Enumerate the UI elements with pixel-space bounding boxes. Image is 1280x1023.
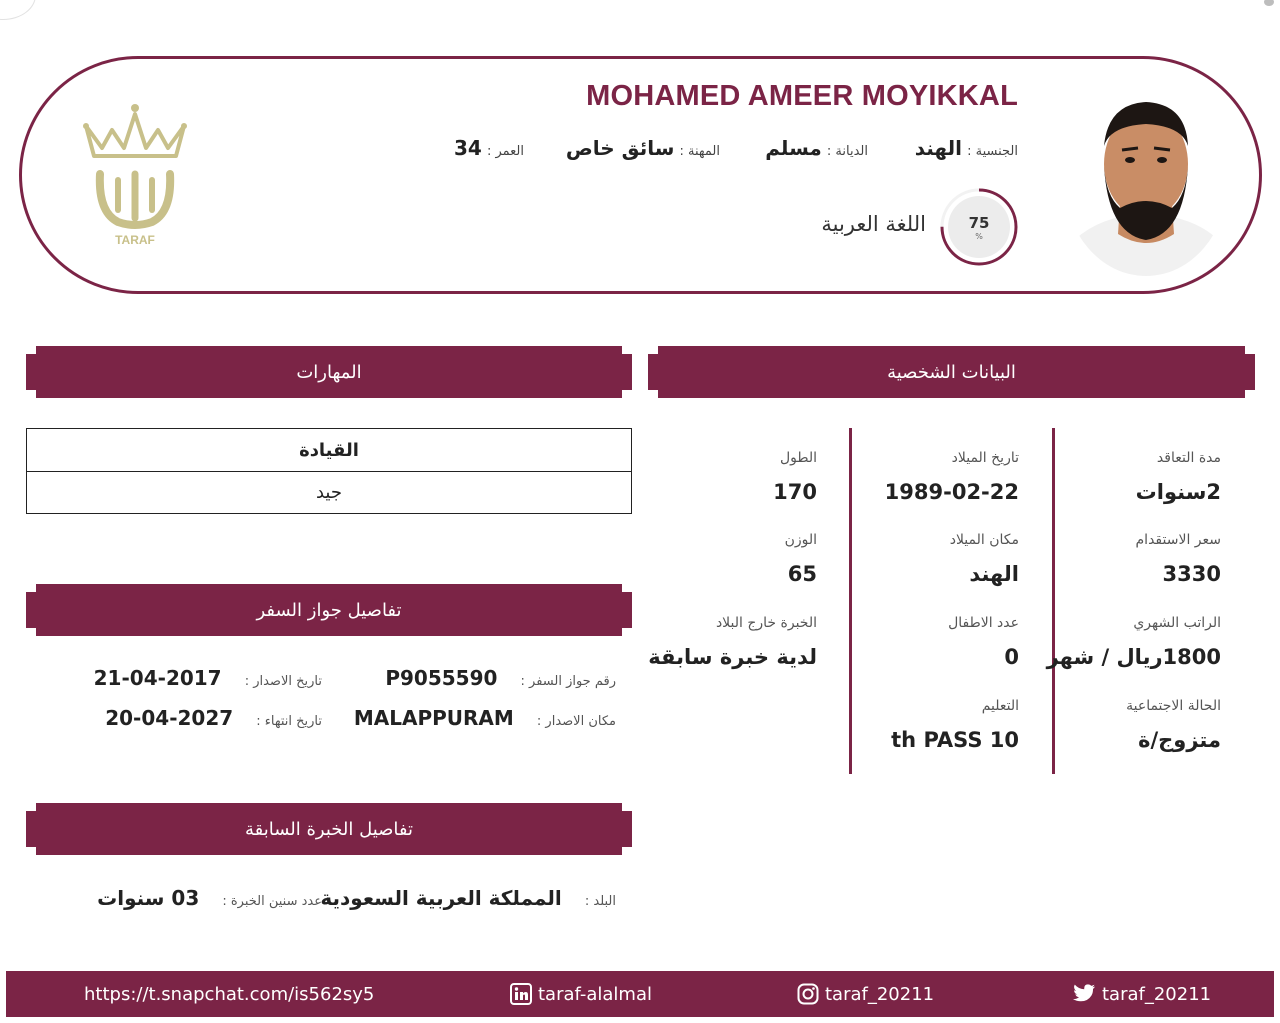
education-value: th PASS 10 <box>891 728 1019 752</box>
experience-abroad-value: لدية خبرة سابقة <box>648 645 817 669</box>
passport-expiry <box>105 706 322 730</box>
children-count <box>849 615 1019 669</box>
twitter-icon <box>1072 983 1096 1005</box>
experience-title: تفاصيل الخبرة السابقة <box>36 803 622 855</box>
skills-title: المهارات <box>36 346 622 398</box>
basic-info-row <box>438 136 1018 166</box>
twitter-link[interactable] <box>1072 971 1211 1017</box>
instagram-icon <box>797 983 819 1005</box>
twitter-link-text: taraf_20211 <box>1102 983 1212 1005</box>
corner-decoration <box>0 0 36 20</box>
place-of-birth-label: مكان الميلاد <box>949 532 1019 548</box>
passport-number-label: رقم جواز السفر : <box>520 674 616 689</box>
language-percent: 75 <box>968 214 990 232</box>
passport-issue-date-label: تاريخ الاصدار : <box>244 674 322 689</box>
age-item <box>454 136 524 160</box>
instagram-link[interactable] <box>797 971 934 1017</box>
social-footer <box>6 971 1274 1017</box>
skills-table <box>26 428 632 514</box>
profile-photo <box>1064 84 1228 276</box>
education-label: التعليم <box>981 698 1019 714</box>
passport-issue-place-value: MALAPPURAM <box>353 706 514 730</box>
place-of-birth <box>849 532 1019 586</box>
experience-country-value: المملكة العربية السعودية <box>320 886 562 910</box>
candidate-name: MOHAMED AMEER MOYIKKAL <box>586 80 1018 112</box>
experience-years <box>97 886 322 910</box>
nationality-item <box>915 136 1018 160</box>
nationality-label: الجنسية : <box>967 144 1018 159</box>
date-of-birth <box>849 450 1019 504</box>
profession-item <box>566 136 720 160</box>
passport-issue-place <box>354 706 616 730</box>
weight <box>647 532 817 586</box>
arabic-language-label: اللغة العربية <box>821 212 926 236</box>
instagram-link-text: taraf_20211 <box>825 983 935 1005</box>
passport-title: تفاصيل جواز السفر <box>36 584 622 636</box>
recruitment-cost <box>1051 532 1221 586</box>
contract-duration <box>1051 450 1221 504</box>
skill-name: القيادة <box>299 439 359 461</box>
monthly-salary <box>1046 615 1221 669</box>
recruitment-cost-label: سعر الاستقدام <box>1135 532 1221 548</box>
date-of-birth-label: تاريخ الميلاد <box>951 450 1019 466</box>
snapchat-link[interactable] <box>84 971 374 1017</box>
corner-dot <box>1264 0 1274 6</box>
passport-issue-place-label: مكان الاصدار : <box>536 714 616 729</box>
contract-duration-label: مدة التعاقد <box>1156 450 1221 466</box>
experience-years-label: عدد سنين الخبرة : <box>222 894 322 909</box>
recruitment-cost-value: 3330 <box>1162 562 1221 586</box>
passport-issue-date-value: 2017-04-21 <box>93 666 222 690</box>
monthly-salary-label: الراتب الشهري <box>1133 615 1221 631</box>
taraf-logo <box>82 100 188 250</box>
experience-banner <box>26 803 632 855</box>
experience-country <box>320 886 616 910</box>
passport-issue-date <box>94 666 322 690</box>
age-value: 34 <box>454 136 482 160</box>
nationality-value: الهند <box>914 136 963 160</box>
height <box>647 450 817 504</box>
skill-level: جيد <box>27 471 631 513</box>
profession-label: المهنة : <box>679 144 720 159</box>
marital-status-value: متزوج/ة <box>1138 728 1221 752</box>
religion-value: مسلم <box>765 136 822 160</box>
monthly-salary-value: 1800ريال / شهر <box>1046 645 1221 669</box>
profession-value: سائق خاص <box>565 136 675 160</box>
experience-years-value: 03 سنوات <box>97 886 200 910</box>
personal-data-banner <box>648 346 1255 398</box>
children-count-value: 0 <box>1004 645 1019 669</box>
height-value: 170 <box>773 480 817 504</box>
weight-value: 65 <box>787 562 817 586</box>
experience-abroad-label: الخبرة خارج البلاد <box>715 615 817 631</box>
linkedin-link-text: taraf-alalmal <box>538 983 652 1005</box>
passport-expiry-label: تاريخ انتهاء : <box>256 714 322 729</box>
education <box>849 698 1019 752</box>
personal-data-title: البيانات الشخصية <box>658 346 1245 398</box>
place-of-birth-value: الهند <box>969 562 1019 586</box>
passport-number-value: P9055590 <box>385 666 498 690</box>
svg-text:TARAF: TARAF <box>115 233 155 247</box>
skills-banner <box>26 346 632 398</box>
date-of-birth-value: 1989-02-22 <box>884 480 1019 504</box>
passport-expiry-value: 2027-04-20 <box>105 706 234 730</box>
height-label: الطول <box>779 450 817 466</box>
arabic-language-gauge <box>938 186 1020 268</box>
percent-sign: % <box>975 232 983 241</box>
snapchat-link-text: https://t.snapchat.com/is562sy5 <box>84 983 375 1005</box>
religion-item <box>765 136 868 160</box>
passport-number <box>385 666 616 690</box>
linkedin-icon <box>510 983 532 1005</box>
linkedin-link[interactable] <box>510 971 652 1017</box>
religion-label: الديانة : <box>826 144 868 159</box>
weight-label: الوزن <box>784 532 817 548</box>
age-label: العمر : <box>486 144 524 159</box>
marital-status <box>1051 698 1221 752</box>
experience-country-label: البلد : <box>584 894 616 909</box>
contract-duration-value: 2سنوات <box>1135 480 1221 504</box>
marital-status-label: الحالة الاجتماعية <box>1126 698 1221 714</box>
experience-abroad <box>647 615 817 669</box>
children-count-label: عدد الاطفال <box>948 615 1019 631</box>
passport-banner <box>26 584 632 636</box>
